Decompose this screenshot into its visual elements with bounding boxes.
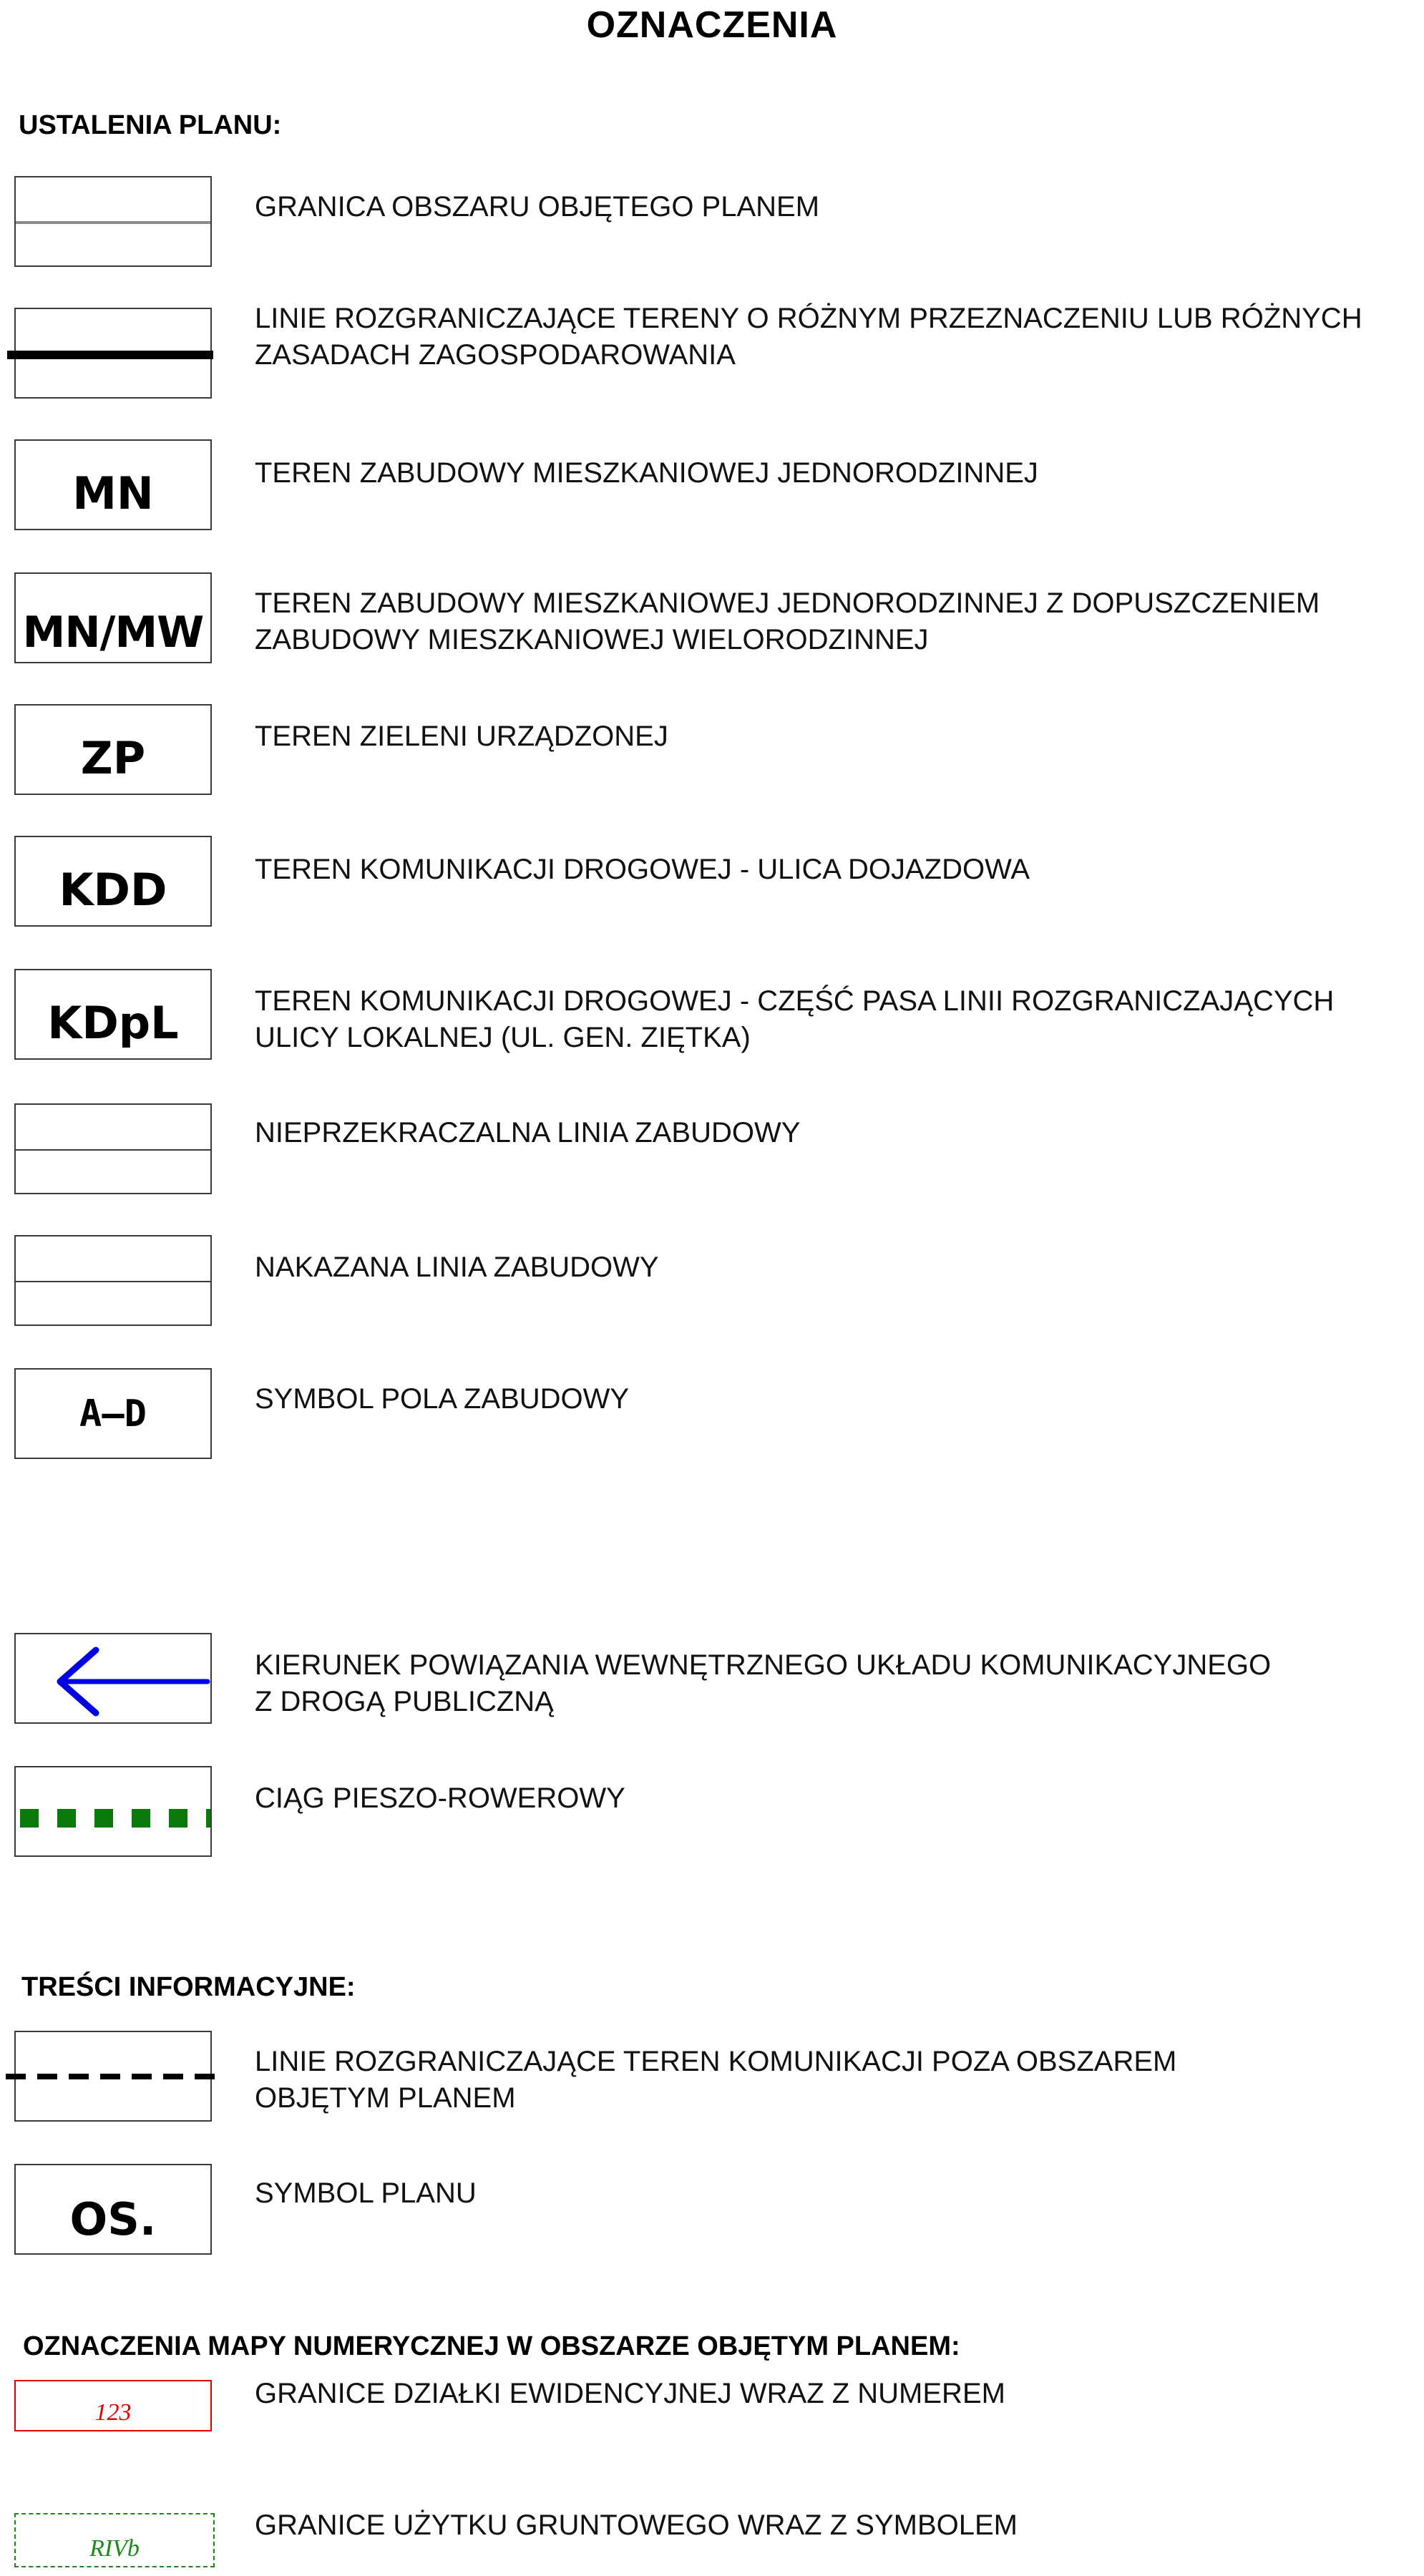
thin-mandatory-line: [16, 1281, 210, 1282]
boundary-description: GRANICA OBSZARU OBJĘTEGO PLANEM: [255, 191, 820, 223]
section-info-heading: TREŚCI INFORMACYJNE:: [21, 1972, 356, 2002]
parcel-symbol: [14, 2380, 212, 2431]
zp-symbol: [14, 704, 212, 795]
demarcation-description: [255, 301, 1362, 374]
thick-black-line: [7, 351, 213, 359]
insurmountable-line-symbol: [14, 1103, 212, 1194]
mn-description: TEREN ZABUDOWY MIESZKANIOWEJ JEDNORODZINNEJ: [255, 457, 1038, 489]
black-dashed-line-icon: [3, 2032, 218, 2123]
direction-description-line-2: Z DROGĄ PUBLICZNĄ: [255, 1686, 554, 1717]
mandatory-line-symbol: [14, 1235, 212, 1326]
demarcation-description-line-1: LINIE ROZGRANICZAJĄCE TERENY O RÓŻNYM PRZEZNACZENIU LUB RÓŻNYCH: [255, 303, 1362, 334]
landuse-symbol: [14, 2513, 215, 2567]
landuse-code: RIVb: [89, 2535, 140, 2562]
kdpl-symbol: [14, 969, 212, 1060]
outside-demarcation-symbol: [14, 2031, 212, 2122]
kdd-symbol: [14, 836, 212, 927]
kdd-code: KDD: [59, 864, 167, 916]
outside-description: [255, 2044, 1176, 2117]
demarcation-description-line-2: ZASADACH ZAGOSPODAROWANIA: [255, 339, 736, 371]
kdpl-description-line-1: TEREN KOMUNIKACJI DROGOWEJ - CZĘŚĆ PASA LINII ROZGRANICZAJĄCYCH: [255, 985, 1335, 1017]
boundary-line-symbol: [14, 176, 212, 267]
demarcation-line-symbol: [14, 308, 212, 399]
field-symbol: [14, 1368, 212, 1459]
bike-path-symbol: [14, 1766, 212, 1857]
bike-path-description: CIĄG PIESZO-ROWEROWY: [255, 1782, 625, 1814]
kdd-description: TEREN KOMUNIKACJI DROGOWEJ - ULICA DOJAZDOWA: [255, 854, 1030, 885]
mandatory-description: NAKAZANA LINIA ZABUDOWY: [255, 1252, 659, 1283]
kdpl-code: KDpL: [47, 997, 179, 1049]
mn-code: MN: [72, 467, 154, 519]
zp-code: ZP: [80, 732, 146, 784]
kdpl-description-line-2: ULICY LOKALNEJ (UL. GEN. ZIĘTKA): [255, 1022, 751, 1053]
thin-building-line: [16, 1149, 210, 1151]
field-description: SYMBOL POLA ZABUDOWY: [255, 1383, 630, 1415]
parcel-description: GRANICE DZIAŁKI EWIDENCYJNEJ WRAZ Z NUMEREM: [255, 2378, 1005, 2409]
mnmw-code: MN/MW: [22, 608, 204, 658]
outside-description-line-1: LINIE ROZGRANICZAJĄCE TEREN KOMUNIKACJI POZA OBSZAREM: [255, 2046, 1177, 2077]
section-plan-heading: USTALENIA PLANU:: [19, 110, 282, 140]
mnmw-symbol: [14, 572, 212, 663]
plan-symbol-code: OS.: [69, 2193, 157, 2245]
legend-title: OZNACZENIA: [586, 4, 838, 46]
green-dotted-line-icon: [16, 1767, 212, 1857]
mnmw-description-line-2: ZABUDOWY MIESZKANIOWEJ WIELORODZINNEJ: [255, 624, 929, 655]
field-code: A–D: [79, 1392, 147, 1435]
grey-boundary-line: [16, 221, 210, 224]
direction-arrow-symbol: [14, 1633, 212, 1724]
kdpl-description: [255, 983, 1334, 1056]
insurmountable-description: NIEPRZEKRACZALNA LINIA ZABUDOWY: [255, 1117, 801, 1148]
section-map-heading: OZNACZENIA MAPY NUMERYCZNEJ W OBSZARZE OBJĘTYM PLANEM:: [23, 2331, 960, 2361]
direction-description: [255, 1647, 1271, 1720]
landuse-description: GRANICE UŻYTKU GRUNTOWEGO WRAZ Z SYMBOLEM: [255, 2509, 1018, 2541]
outside-description-line-2: OBJĘTYM PLANEM: [255, 2082, 516, 2114]
mnmw-description-line-1: TEREN ZABUDOWY MIESZKANIOWEJ JEDNORODZINNEJ Z DOPUSZCZENIEM: [255, 587, 1320, 619]
zp-description: TEREN ZIELENI URZĄDZONEJ: [255, 721, 668, 752]
direction-description-line-1: KIERUNEK POWIĄZANIA WEWNĘTRZNEGO UKŁADU KOMUNIKACYJNEGO: [255, 1649, 1272, 1681]
plan-symbol-description: SYMBOL PLANU: [255, 2177, 477, 2209]
left-arrow-icon: [16, 1634, 212, 1724]
parcel-number: 123: [94, 2399, 132, 2426]
plan-symbol: [14, 2164, 212, 2255]
mn-symbol: [14, 439, 212, 530]
mnmw-description: [255, 585, 1320, 658]
